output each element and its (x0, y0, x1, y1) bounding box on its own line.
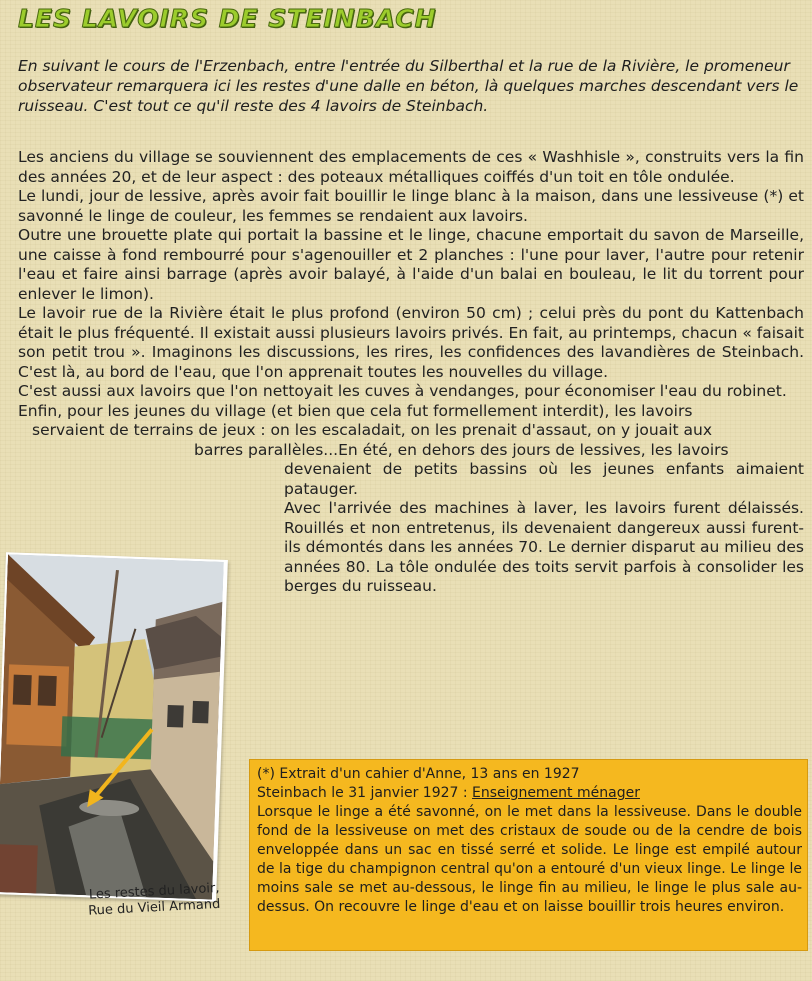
article-paragraph: Outre une brouette plate qui portait la bassine et le linge, chacune emportait du savon de Marseille, une caisse à fond rembourré pour s'agenouiller et 2 planches : l'une pour laver, l'autre pour retenir l'eau et faire ainsi barrage (après avoir balayé, à l'aide d'un balai en bouleau, le lit du torrent pour enlever le limon). (18, 226, 804, 303)
article-paragraph: C'est aussi aux lavoirs que l'on nettoyait les cuves à vendanges, pour économiser l'eau du robinet. (18, 382, 787, 400)
footnote-date: Steinbach le 31 janvier 1927 : (257, 785, 473, 801)
article-paragraph: Le lundi, jour de lessive, après avoir fait bouillir le linge blanc à la maison, dans une lessiveuse (*) et savonné le linge de couleur, les femmes se rendaient aux lavoirs. (18, 187, 804, 225)
page-title: LES LAVOIRS DE STEINBACH (18, 4, 437, 33)
intro-paragraph: En suivant le cours de l'Erzenbach, entre l'entrée du Silberthal et la rue de la Rivière, le promeneur observateur remarquera ici les restes d'une dalle en béton, là quelques marches descendant vers le ruisseau. C'est tout ce qu'il reste des 4 lavoirs de Steinbach. (18, 57, 799, 115)
caption-line: Les restes du lavoir, (88, 880, 220, 903)
footnote-text: Lorsque le linge a été savonné, on le met dans la lessiveuse. Dans le double fond de la lessiveuse on met des cristaux de soude ou de la cendre de bois enveloppée dans un sac en tissé serré et solide. Le linge est empilé autour de la tige du champignon central qu'on a entouré d'un vieux linge. Le linge le moins sale se met au-dessous, le linge fin au milieu, le linge le plus sale au-dessus. On recouvre le linge d'eau et on laisse bouillir trois heures environ. (257, 804, 802, 915)
article-paragraph: Le lavoir rue de la Rivière était le plus profond (environ 50 cm) ; celui près du pont du Kattenbach était le plus fréquenté. Il existait aussi plusieurs lavoirs privés. En fait, au printemps, chacun « faisait son petit trou ». Imaginons les discussions, les rires, les confidences des lavandières de Steinbach. C'est là, au bord de l'eau, que l'on apprenait toutes les nouvelles du village. (18, 304, 804, 381)
article-paragraph: Avec l'arrivée des machines à laver, les lavoirs furent délaissés. Rouillés et non entretenus, ils devenaient dangereux aussi furent-ils démontés dans les années 70. Le dernier disparut au milieu des années 80. La tôle ondulée des toits servit parfois à consolider les berges du ruisseau. (284, 499, 804, 595)
article-line: Enfin, pour les jeunes du village (et bien que cela fut formellement interdit), les lavoirs (18, 401, 693, 420)
article-line: barres parallèles...En été, en dehors des jours de lessives, les lavoirs (194, 440, 729, 459)
footnote-source: (*) Extrait d'un cahier d'Anne, 13 ans en 1927 (257, 766, 580, 782)
caption-line: Rue du Vieil Armand (87, 896, 221, 919)
footnote-topic: Enseignement ménager (472, 785, 640, 801)
article-line: servaient de terrains de jeux : on les escaladait, on les prenait d'assaut, on y jouait aux (32, 421, 713, 439)
lavoir-photo (0, 554, 224, 899)
article-paragraph: Les anciens du village se souviennent des emplacements de ces « Washhisle », construits vers la fin des années 20, et de leur aspect : des poteaux métalliques coiffés d'un toit en tôle ondulée. (18, 148, 804, 186)
footnote-heading (257, 784, 802, 803)
article-line: devenaient de petits bassins où les jeunes enfants aimaient patauger. (284, 460, 804, 498)
lavoir-photo-frame (0, 552, 228, 902)
footnote (257, 765, 802, 917)
main-article (18, 148, 804, 597)
